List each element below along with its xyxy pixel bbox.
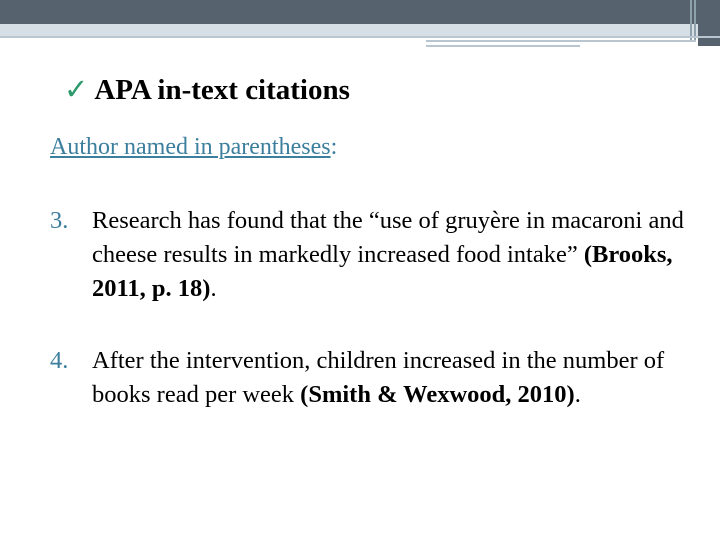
list-item (50, 344, 700, 412)
subheading (50, 134, 337, 161)
slide-title (64, 72, 350, 107)
list-item-body (92, 204, 700, 306)
citation: (Brooks, 2011, p. 18) (92, 241, 673, 302)
decorative-line (426, 45, 580, 47)
slide-title-text: APA in-text citations (94, 74, 350, 106)
corner-stripe (694, 0, 696, 40)
decorative-line (0, 36, 720, 38)
top-accent-band (0, 24, 720, 36)
check-mark-icon: ✓ (64, 74, 89, 106)
list-item-text: After the intervention, children increased in the number of books read per week (92, 347, 665, 408)
subheading-colon: : (330, 134, 338, 160)
citation: (Smith & Wexwood, 2010) (300, 381, 575, 408)
list-item (50, 204, 700, 306)
list-item-body (92, 344, 700, 412)
subheading-text: Author named in parentheses (50, 134, 331, 160)
list-item-end: . (210, 275, 217, 302)
top-bar (0, 0, 720, 24)
list-item-number: 4. (50, 347, 69, 374)
list-item-text: Research has found that the “use of gruyère in macaroni and cheese results in markedly increased food intake” (92, 207, 684, 268)
corner-accent-block (698, 0, 720, 46)
corner-stripe (690, 0, 692, 40)
decorative-line (426, 40, 696, 42)
list-item-end: . (574, 381, 581, 408)
list-item-number: 3. (50, 207, 69, 234)
